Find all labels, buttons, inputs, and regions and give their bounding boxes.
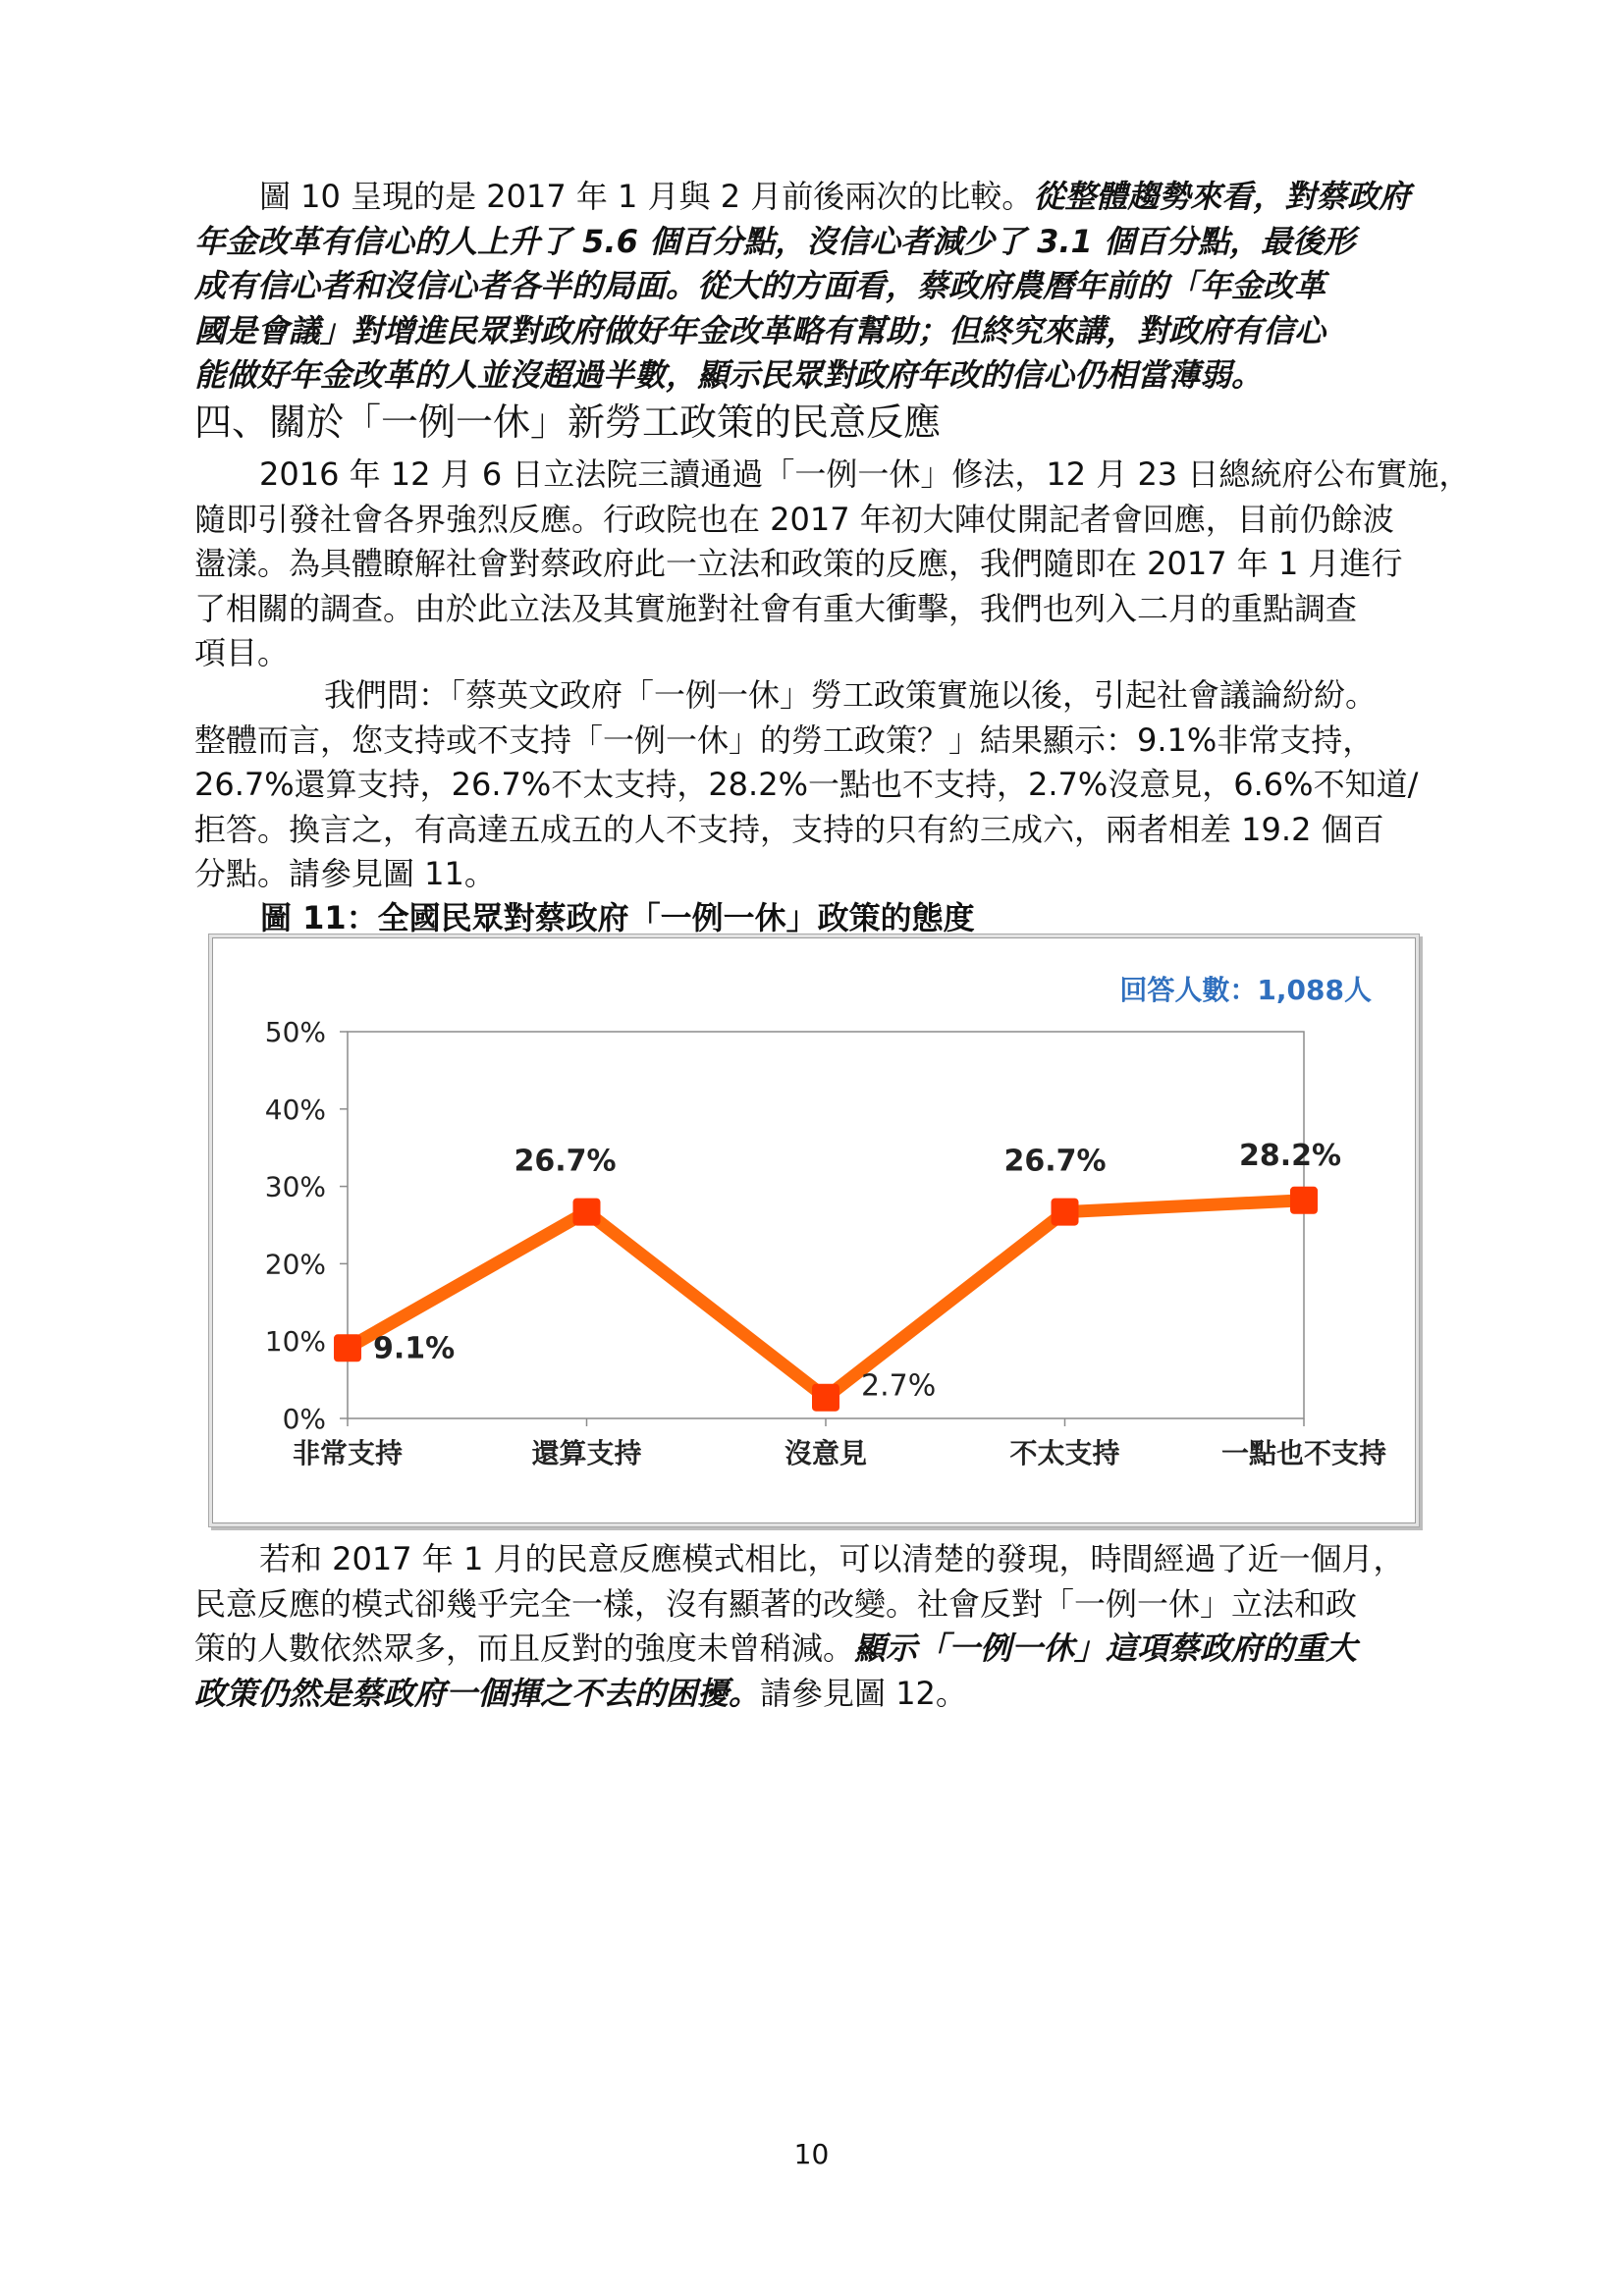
para4-line-1: 民意反應的模式卻幾乎完全一樣，沒有顯著的改變。社會反對「一例一休」立法和政 xyxy=(194,1584,1358,1623)
para2-line-0: 2016 年 12 月 6 日立法院三讀通過「一例一休」修法，12 月 23 日總統府公布實施， xyxy=(259,455,1471,493)
para1-emphasis-1: 年金改革有信心的人上升了 5.6 個百分點，沒信心者減少了 3.1 個百分點，最後形 xyxy=(194,222,1355,260)
x-axis xyxy=(293,1418,1386,1469)
y-tick-label: 0% xyxy=(282,1403,326,1435)
para2-line-2: 盪漾。為具體瞭解社會對蔡政府此一立法和政策的反應，我們隨即在 2017 年 1 月進行 xyxy=(194,545,1403,582)
x-category-label: 還算支持 xyxy=(531,1437,642,1469)
para2-line-1: 隨即引發社會各界強烈反應。行政院也在 2017 年初大陣仗開記者會回應，目前仍餘波 xyxy=(194,500,1394,538)
y-tick-label: 30% xyxy=(264,1170,326,1203)
x-category-label: 一點也不支持 xyxy=(1220,1437,1387,1469)
section-heading: 四、關於「一例一休」新勞工政策的民意反應 xyxy=(194,400,942,444)
paragraph-conclusion xyxy=(194,1537,1471,1716)
para3-line-3: 拒答。換言之，有高達五成五的人不支持，支持的只有約三成六，兩者相差 19.2 個百 xyxy=(194,810,1384,848)
series-line xyxy=(348,1201,1304,1398)
x-category-label: 非常支持 xyxy=(292,1437,404,1469)
y-tick-label: 10% xyxy=(264,1325,326,1359)
para4-tail: 請參見圖 12。 xyxy=(760,1674,967,1712)
respondent-count-annotation: 回答人數：1,088人 xyxy=(1119,974,1372,1006)
para4-emphasis-b: 政策仍然是蔡政府一個揮之不去的困擾。 xyxy=(194,1674,761,1712)
paragraph-survey-question xyxy=(194,673,1471,897)
para4-line-0: 若和 2017 年 1 月的民意反應模式相比，可以清楚的發現，時間經過了近一個月， xyxy=(259,1540,1405,1577)
data-label: 26.7% xyxy=(514,1144,617,1179)
para1-emphasis-3: 國是會議」對增進民眾對政府做好年金改革略有幫助；但終究來講，對政府有信心 xyxy=(194,311,1326,349)
data-point-marker xyxy=(334,1334,361,1362)
para2-line-4: 項目。 xyxy=(194,634,290,671)
data-label: 26.7% xyxy=(1003,1144,1107,1179)
y-tick-label: 50% xyxy=(264,1016,326,1048)
para1-emphasis-0: 從整體趨勢來看，對蔡政府 xyxy=(1033,178,1411,215)
y-tick-label: 20% xyxy=(264,1248,326,1281)
para3-line-1: 整體而言，您支持或不支持「一例一休」的勞工政策？」結果顯示：9.1%非常支持， xyxy=(194,721,1375,759)
data-point-marker xyxy=(1052,1199,1079,1226)
para2-line-3: 了相關的調查。由於此立法及其實施對社會有重大衝擊，我們也列入二月的重點調查 xyxy=(194,589,1358,627)
para1-emphasis-4: 能做好年金改革的人並沒超過半數，顯示民眾對政府年改的信心仍相當薄弱。 xyxy=(194,356,1264,394)
paragraph-pension-comparison xyxy=(194,175,1471,399)
x-category-label: 沒意見 xyxy=(784,1437,868,1469)
y-axis xyxy=(265,1016,348,1435)
para3-line-4: 分點。請參見圖 11。 xyxy=(194,855,496,892)
data-point-marker xyxy=(573,1199,601,1226)
data-point-marker xyxy=(812,1384,839,1412)
line-chart xyxy=(213,938,1417,1524)
para4-line-2: 策的人數依然眾多，而且反對的強度未曾稍減。 xyxy=(194,1629,855,1667)
y-tick-label: 40% xyxy=(264,1093,326,1126)
line-chart-frame xyxy=(212,937,1416,1523)
x-category-label: 不太支持 xyxy=(1009,1437,1120,1469)
page-number: 10 xyxy=(793,2138,830,2170)
para3-line-2: 26.7%還算支持，26.7%不太支持，28.2%一點也不支持，2.7%沒意見，6.6%不知道/ xyxy=(194,766,1419,803)
paragraph-legislation xyxy=(194,453,1471,676)
para3-line-0: 我們問：「蔡英文政府「一例一休」勞工政策實施以後，引起社會議論紛紛。 xyxy=(324,676,1378,714)
data-labels xyxy=(373,1139,1341,1404)
para1-emphasis-2: 成有信心者和沒信心者各半的局面。從大的方面看，蔡政府農曆年前的「年金改革 xyxy=(194,267,1326,304)
data-label: 28.2% xyxy=(1238,1138,1342,1173)
data-label: 9.1% xyxy=(373,1331,456,1366)
para4-emphasis-a: 顯示「一例一休」這項蔡政府的重大 xyxy=(854,1629,1358,1667)
para1-normal: 圖 10 呈現的是 2017 年 1 月與 2 月前後兩次的比較。 xyxy=(259,178,1034,215)
figure-title: 圖 11：全國民眾對蔡政府「一例一休」政策的態度 xyxy=(260,899,975,936)
data-point-marker xyxy=(1290,1187,1318,1214)
data-markers xyxy=(334,1187,1318,1412)
plot-area-border xyxy=(348,1032,1304,1418)
data-label: 2.7% xyxy=(861,1368,937,1404)
